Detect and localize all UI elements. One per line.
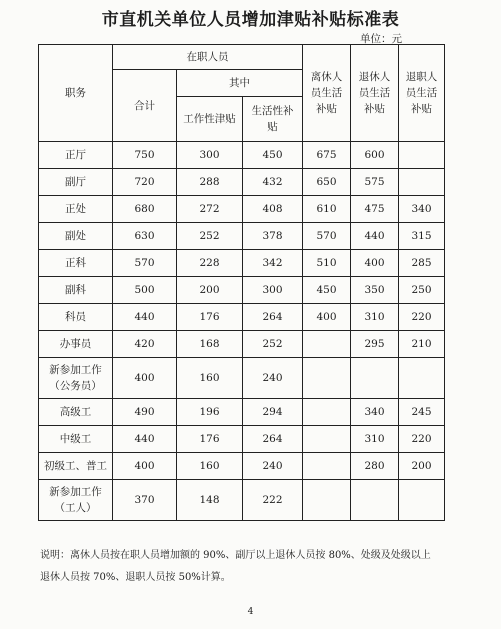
subsidy-table	[38, 44, 445, 521]
cell-tuizhi: 340	[399, 196, 445, 223]
cell-lixiu: 450	[303, 277, 351, 304]
cell-tuizhi: 210	[399, 331, 445, 358]
table-row	[39, 142, 445, 169]
cell-lixiu: 400	[303, 304, 351, 331]
header-total: 合计	[113, 70, 177, 142]
cell-total: 490	[113, 399, 177, 426]
cell-tuixiu	[351, 358, 399, 399]
cell-total: 420	[113, 331, 177, 358]
cell-tuixiu: 575	[351, 169, 399, 196]
position-label: 副厅	[65, 176, 86, 188]
cell-tuixiu: 350	[351, 277, 399, 304]
table-row	[39, 399, 445, 426]
header-retired-tuixiu-label: 退休人员生活补贴	[358, 71, 391, 115]
cell-living-subsidy: 264	[243, 304, 303, 331]
cell-total: 370	[113, 480, 177, 521]
cell-lixiu	[303, 358, 351, 399]
header-of-which: 其中	[177, 70, 303, 97]
note-line-1: 说明：离休人员按在职人员增加额的 90%、副厅以上退休人员按 80%、处级及处级以上	[40, 550, 431, 561]
cell-tuizhi	[399, 169, 445, 196]
cell-tuizhi: 245	[399, 399, 445, 426]
cell-living-subsidy: 240	[243, 453, 303, 480]
cell-position	[39, 358, 113, 399]
cell-work-allowance: 272	[177, 196, 243, 223]
cell-work-allowance: 200	[177, 277, 243, 304]
cell-living-subsidy: 432	[243, 169, 303, 196]
cell-position	[39, 453, 113, 480]
header-position: 职务	[39, 45, 113, 142]
position-label: 新参加工作（工人）	[49, 486, 102, 514]
table-row	[39, 223, 445, 250]
table-row	[39, 169, 445, 196]
cell-living-subsidy: 300	[243, 277, 303, 304]
cell-tuizhi	[399, 358, 445, 399]
position-label: 正处	[65, 203, 86, 215]
header-work-allowance: 工作性津贴	[177, 97, 243, 142]
cell-living-subsidy: 222	[243, 480, 303, 521]
cell-total: 400	[113, 453, 177, 480]
cell-lixiu	[303, 453, 351, 480]
cell-lixiu: 510	[303, 250, 351, 277]
note-line-2: 退休人员按 70%、退职人员按 50%计算。	[40, 572, 231, 583]
header-living-subsidy-label: 生活性补贴	[251, 105, 294, 133]
cell-living-subsidy: 408	[243, 196, 303, 223]
cell-work-allowance: 300	[177, 142, 243, 169]
cell-tuizhi: 220	[399, 304, 445, 331]
cell-tuixiu: 295	[351, 331, 399, 358]
position-label: 正厅	[65, 149, 86, 161]
cell-tuizhi: 315	[399, 223, 445, 250]
cell-work-allowance: 228	[177, 250, 243, 277]
cell-position	[39, 480, 113, 521]
cell-living-subsidy: 342	[243, 250, 303, 277]
cell-living-subsidy: 450	[243, 142, 303, 169]
cell-tuixiu: 440	[351, 223, 399, 250]
cell-work-allowance: 288	[177, 169, 243, 196]
cell-lixiu	[303, 331, 351, 358]
cell-position	[39, 250, 113, 277]
cell-work-allowance: 176	[177, 426, 243, 453]
position-label: 科员	[65, 311, 86, 323]
cell-living-subsidy: 294	[243, 399, 303, 426]
position-label: 中级工	[59, 433, 92, 445]
header-retired-lixiu-label: 离休人员生活补贴	[310, 71, 343, 115]
cell-position	[39, 399, 113, 426]
cell-position	[39, 426, 113, 453]
table-row	[39, 358, 445, 399]
cell-lixiu	[303, 399, 351, 426]
cell-work-allowance: 176	[177, 304, 243, 331]
position-label: 正科	[65, 257, 86, 269]
position-label: 新参加工作（公务员）	[49, 364, 102, 392]
cell-lixiu	[303, 426, 351, 453]
cell-living-subsidy: 264	[243, 426, 303, 453]
cell-position	[39, 142, 113, 169]
header-retired-lixiu	[303, 45, 351, 142]
cell-lixiu: 570	[303, 223, 351, 250]
header-living-subsidy	[243, 97, 303, 142]
cell-tuizhi: 200	[399, 453, 445, 480]
cell-tuixiu: 400	[351, 250, 399, 277]
cell-tuizhi: 285	[399, 250, 445, 277]
cell-total: 440	[113, 304, 177, 331]
cell-total: 720	[113, 169, 177, 196]
cell-total: 750	[113, 142, 177, 169]
table-row	[39, 480, 445, 521]
cell-tuixiu: 475	[351, 196, 399, 223]
cell-total: 440	[113, 426, 177, 453]
cell-tuizhi: 250	[399, 277, 445, 304]
table-row	[39, 426, 445, 453]
cell-tuixiu	[351, 480, 399, 521]
cell-total: 400	[113, 358, 177, 399]
cell-total: 680	[113, 196, 177, 223]
header-retired-tuizhi	[399, 45, 445, 142]
cell-work-allowance: 160	[177, 358, 243, 399]
cell-work-allowance: 160	[177, 453, 243, 480]
position-label: 高级工	[59, 406, 92, 418]
cell-position	[39, 331, 113, 358]
cell-tuixiu: 340	[351, 399, 399, 426]
cell-tuizhi	[399, 142, 445, 169]
table-row	[39, 196, 445, 223]
cell-tuixiu: 600	[351, 142, 399, 169]
cell-work-allowance: 168	[177, 331, 243, 358]
cell-lixiu: 650	[303, 169, 351, 196]
cell-work-allowance: 252	[177, 223, 243, 250]
position-label: 副处	[65, 230, 86, 242]
table-row	[39, 304, 445, 331]
cell-living-subsidy: 252	[243, 331, 303, 358]
position-label: 办事员	[59, 338, 92, 350]
note	[40, 545, 460, 589]
position-label: 初级工、普工	[44, 460, 107, 472]
cell-total: 570	[113, 250, 177, 277]
page-title: 市直机关单位人员增加津贴补贴标准表	[101, 10, 400, 30]
cell-tuixiu: 280	[351, 453, 399, 480]
cell-position	[39, 304, 113, 331]
position-label: 副科	[65, 284, 86, 296]
table-row	[39, 250, 445, 277]
cell-lixiu	[303, 480, 351, 521]
cell-total: 630	[113, 223, 177, 250]
cell-work-allowance: 196	[177, 399, 243, 426]
cell-position	[39, 169, 113, 196]
cell-tuixiu: 310	[351, 426, 399, 453]
table-row	[39, 331, 445, 358]
cell-work-allowance: 148	[177, 480, 243, 521]
cell-position	[39, 196, 113, 223]
unit-label: 单位：元	[360, 33, 402, 45]
cell-tuizhi	[399, 480, 445, 521]
cell-living-subsidy: 240	[243, 358, 303, 399]
header-retired-tuizhi-label: 退职人员生活补贴	[405, 71, 438, 115]
table-row	[39, 453, 445, 480]
header-retired-tuixiu	[351, 45, 399, 142]
cell-position	[39, 277, 113, 304]
cell-tuizhi: 220	[399, 426, 445, 453]
header-in-service: 在职人员	[113, 45, 303, 70]
page-number: 4	[247, 607, 254, 617]
cell-lixiu: 675	[303, 142, 351, 169]
cell-living-subsidy: 378	[243, 223, 303, 250]
cell-position	[39, 223, 113, 250]
table-row	[39, 277, 445, 304]
cell-lixiu: 610	[303, 196, 351, 223]
cell-total: 500	[113, 277, 177, 304]
cell-tuixiu: 310	[351, 304, 399, 331]
